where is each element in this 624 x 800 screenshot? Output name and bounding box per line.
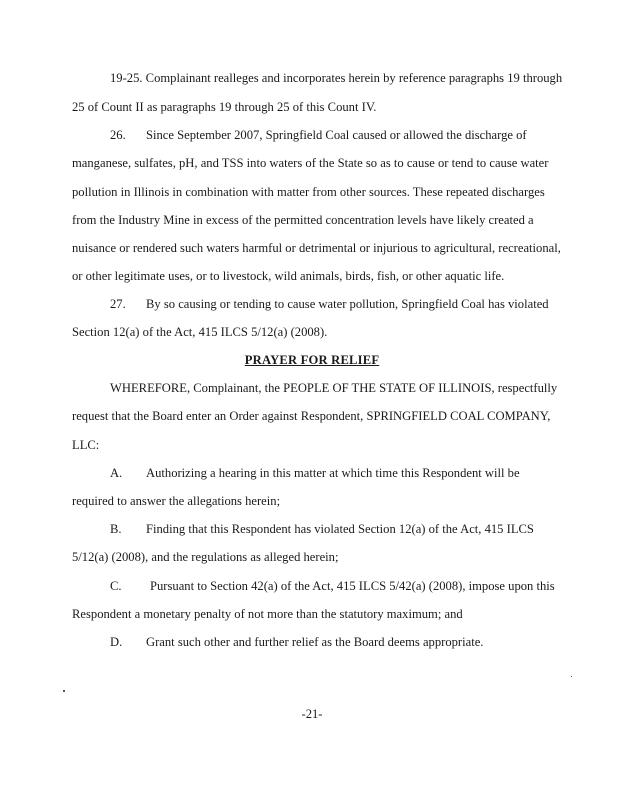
item-d-line-1: Grant such other and further relief as the Board deems appropriate.	[146, 635, 484, 649]
item-a-line-2: required to answer the allegations herein;	[72, 494, 281, 508]
para-19-25-line-1: 19-25. Complainant realleges and incorporates herein by reference paragraphs 19 through	[110, 71, 563, 85]
para-27-line-2: Section 12(a) of the Act, 415 ILCS 5/12(a) (2008).	[72, 325, 328, 339]
item-c-line-1: Pursuant to Section 42(a) of the Act, 415 ILCS 5/42(a) (2008), impose upon this	[150, 579, 555, 593]
scan-speck	[63, 690, 65, 692]
para-27-number: 27.	[110, 297, 126, 311]
item-d-letter: D.	[110, 635, 123, 649]
item-b-letter: B.	[110, 522, 122, 536]
item-a-line-1: Authorizing a hearing in this matter at which time this Respondent will be	[146, 466, 520, 480]
wherefore-line-1: WHEREFORE, Complainant, the PEOPLE OF THE STATE OF ILLINOIS, respectfully	[110, 381, 558, 395]
para-26-line-3: pollution in Illinois in combination with matter from other sources. These repeated discharges	[72, 185, 545, 199]
item-b-line-2: 5/12(a) (2008), and the regulations as alleged herein;	[72, 550, 339, 564]
para-26-line-1: Since September 2007, Springfield Coal caused or allowed the discharge of	[146, 128, 527, 142]
wherefore-line-3: LLC:	[72, 438, 100, 452]
para-19-25-line-2: 25 of Count II as paragraphs 19 through 25 of this Count IV.	[72, 100, 377, 114]
prayer-for-relief-heading: PRAYER FOR RELIEF	[244, 353, 380, 367]
scan-speck	[571, 676, 572, 677]
page-number: -21-	[301, 707, 323, 721]
item-c-line-2: Respondent a monetary penalty of not more than the statutory maximum; and	[72, 607, 463, 621]
item-b-line-1: Finding that this Respondent has violated Section 12(a) of the Act, 415 ILCS	[146, 522, 534, 536]
para-26-line-4: from the Industry Mine in excess of the permitted concentration levels have likely created a	[72, 213, 534, 227]
item-a-letter: A.	[110, 466, 123, 480]
para-26-line-5: nuisance or rendered such waters harmful or detrimental or injurious to agricultural, recreational,	[72, 241, 561, 255]
wherefore-line-2: request that the Board enter an Order against Respondent, SPRINGFIELD COAL COMPANY,	[72, 409, 551, 423]
para-26-number: 26.	[110, 128, 126, 142]
para-26-line-2: manganese, sulfates, pH, and TSS into waters of the State so as to cause or tend to cause water	[72, 156, 549, 170]
para-27-line-1: By so causing or tending to cause water pollution, Springfield Coal has violated	[146, 297, 549, 311]
para-26-line-6: or other legitimate uses, or to livestock, wild animals, birds, fish, or other aquatic life.	[72, 269, 505, 283]
item-c-letter: C.	[110, 579, 122, 593]
